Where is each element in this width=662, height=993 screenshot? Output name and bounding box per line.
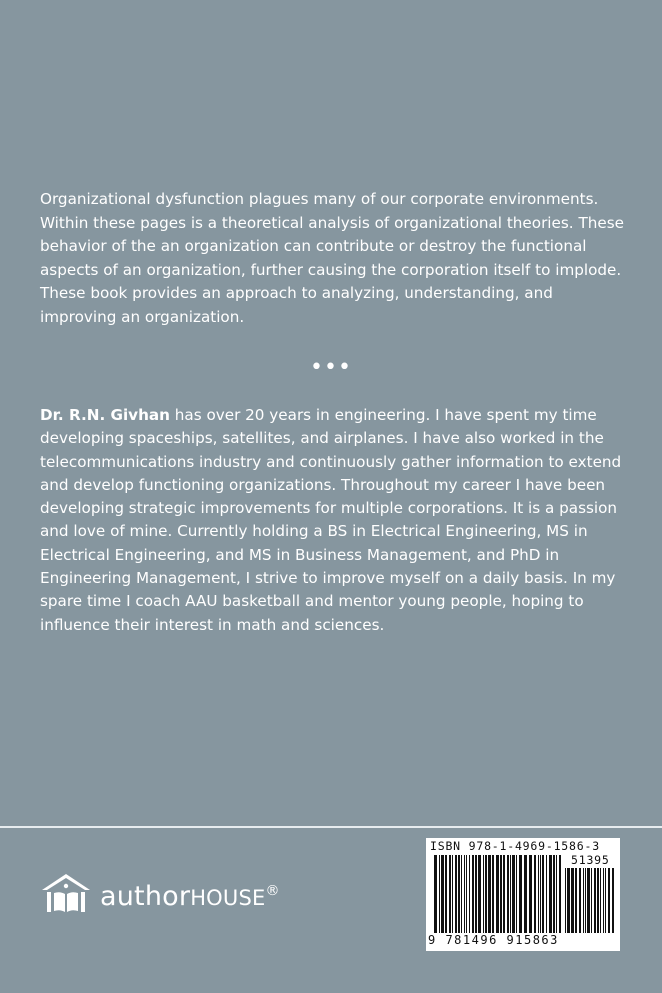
barcode-bar <box>510 855 511 933</box>
barcode-bar <box>585 868 586 933</box>
section-separator: ••• <box>310 355 352 380</box>
ean-barcode-bars <box>434 855 562 933</box>
barcode-bar <box>519 855 522 933</box>
barcode-bar <box>594 868 596 933</box>
barcode-bar <box>612 868 614 933</box>
author-bio <box>40 404 630 637</box>
barcode-bar <box>565 868 566 933</box>
author-bio-text: has over 20 years in engineering. I have spent my time developing spaceships, satellites, and airplanes. I have also worked in the telecommunications industry and continuously gather information to extend and develop functioning organizations. Throughout my career I have been developing strategic improvements for multiple corporations. It is a passion and love of mine. Currently holding a BS in Electrical Engineering, MS in Electrical Engineering, and MS in Business Management, and PhD in Engineering Management, I strive to improve myself on a daily basis. In my spare time I coach AAU basketball and mentor young people, hoping to influence their interest in math and sciences. <box>40 406 622 634</box>
barcode-bar <box>597 868 599 933</box>
barcode-bar <box>452 855 453 933</box>
divider-rule <box>0 826 662 828</box>
barcode-bar <box>483 855 484 933</box>
barcode-bar <box>503 855 505 933</box>
barcode-bar <box>492 855 494 933</box>
barcode-bar <box>542 855 544 933</box>
barcode-bar <box>449 855 451 933</box>
publisher-name <box>100 876 280 913</box>
barcode-bar <box>439 855 440 933</box>
barcode-bar <box>567 868 570 933</box>
barcode-bar <box>579 868 581 933</box>
barcode-bar <box>458 855 460 933</box>
barcode-bar <box>529 855 532 933</box>
barcode-bar <box>549 855 552 933</box>
barcode-bar <box>478 855 481 933</box>
barcode-bar <box>608 868 610 933</box>
ean-digits: 9 781496 915863 <box>428 933 559 947</box>
barcode-bar <box>455 855 457 933</box>
barcode-bar <box>475 855 477 933</box>
barcode-bar <box>605 868 606 933</box>
barcode-bar <box>546 855 547 933</box>
house-book-icon <box>38 872 94 916</box>
barcode-bar <box>466 855 467 933</box>
barcode-bar <box>575 868 577 933</box>
barcode-bar <box>434 855 437 933</box>
price-code: 51395 <box>571 853 610 867</box>
barcode-bar <box>461 855 462 933</box>
barcode-bar <box>488 855 491 933</box>
barcode-bar <box>485 855 487 933</box>
barcode-bar <box>571 868 574 933</box>
barcode-bar <box>559 855 561 933</box>
publisher-logo <box>38 872 280 916</box>
barcode-bar <box>507 855 509 933</box>
addon-barcode-bars <box>565 868 615 933</box>
barcode-bar <box>464 855 465 933</box>
barcode-bar <box>524 855 527 933</box>
barcode-bar <box>600 868 601 933</box>
barcode-bar <box>540 855 541 933</box>
publisher-name-prefix: author <box>100 880 191 912</box>
barcode-bar <box>587 868 590 933</box>
barcode-bar <box>538 855 539 933</box>
author-name: Dr. R.N. Givhan <box>40 406 170 424</box>
barcode-bar <box>591 868 592 933</box>
back-cover-blurb: Organizational dysfunction plagues many of our corporate environments. Within these pages is a theoretical analysis of organizational theories. These behavior of the an organization can contribute or destroy the functional aspects of an organization, further causing the corporation itself to implode. These book provides an approach to analyzing, understanding, and improving an organization. <box>40 190 624 326</box>
barcode-bar <box>500 855 502 933</box>
publisher-name-suffix: HOUSE <box>190 885 266 910</box>
barcode-bar <box>469 855 470 933</box>
barcode-bar <box>534 855 536 933</box>
barcode-bar <box>516 855 517 933</box>
barcode-bar <box>441 855 444 933</box>
isbn-number: ISBN 978-1-4969-1586-3 <box>430 839 600 853</box>
barcode-bar <box>553 855 555 933</box>
barcode-bar <box>445 855 447 933</box>
barcode-bar <box>556 855 557 933</box>
barcode-bar <box>512 855 515 933</box>
barcode-bar <box>583 868 584 933</box>
isbn-barcode <box>426 838 620 951</box>
barcode-bar <box>472 855 474 933</box>
barcode-bar <box>496 855 499 933</box>
barcode-bar <box>603 868 604 933</box>
registered-mark: ® <box>265 882 280 899</box>
